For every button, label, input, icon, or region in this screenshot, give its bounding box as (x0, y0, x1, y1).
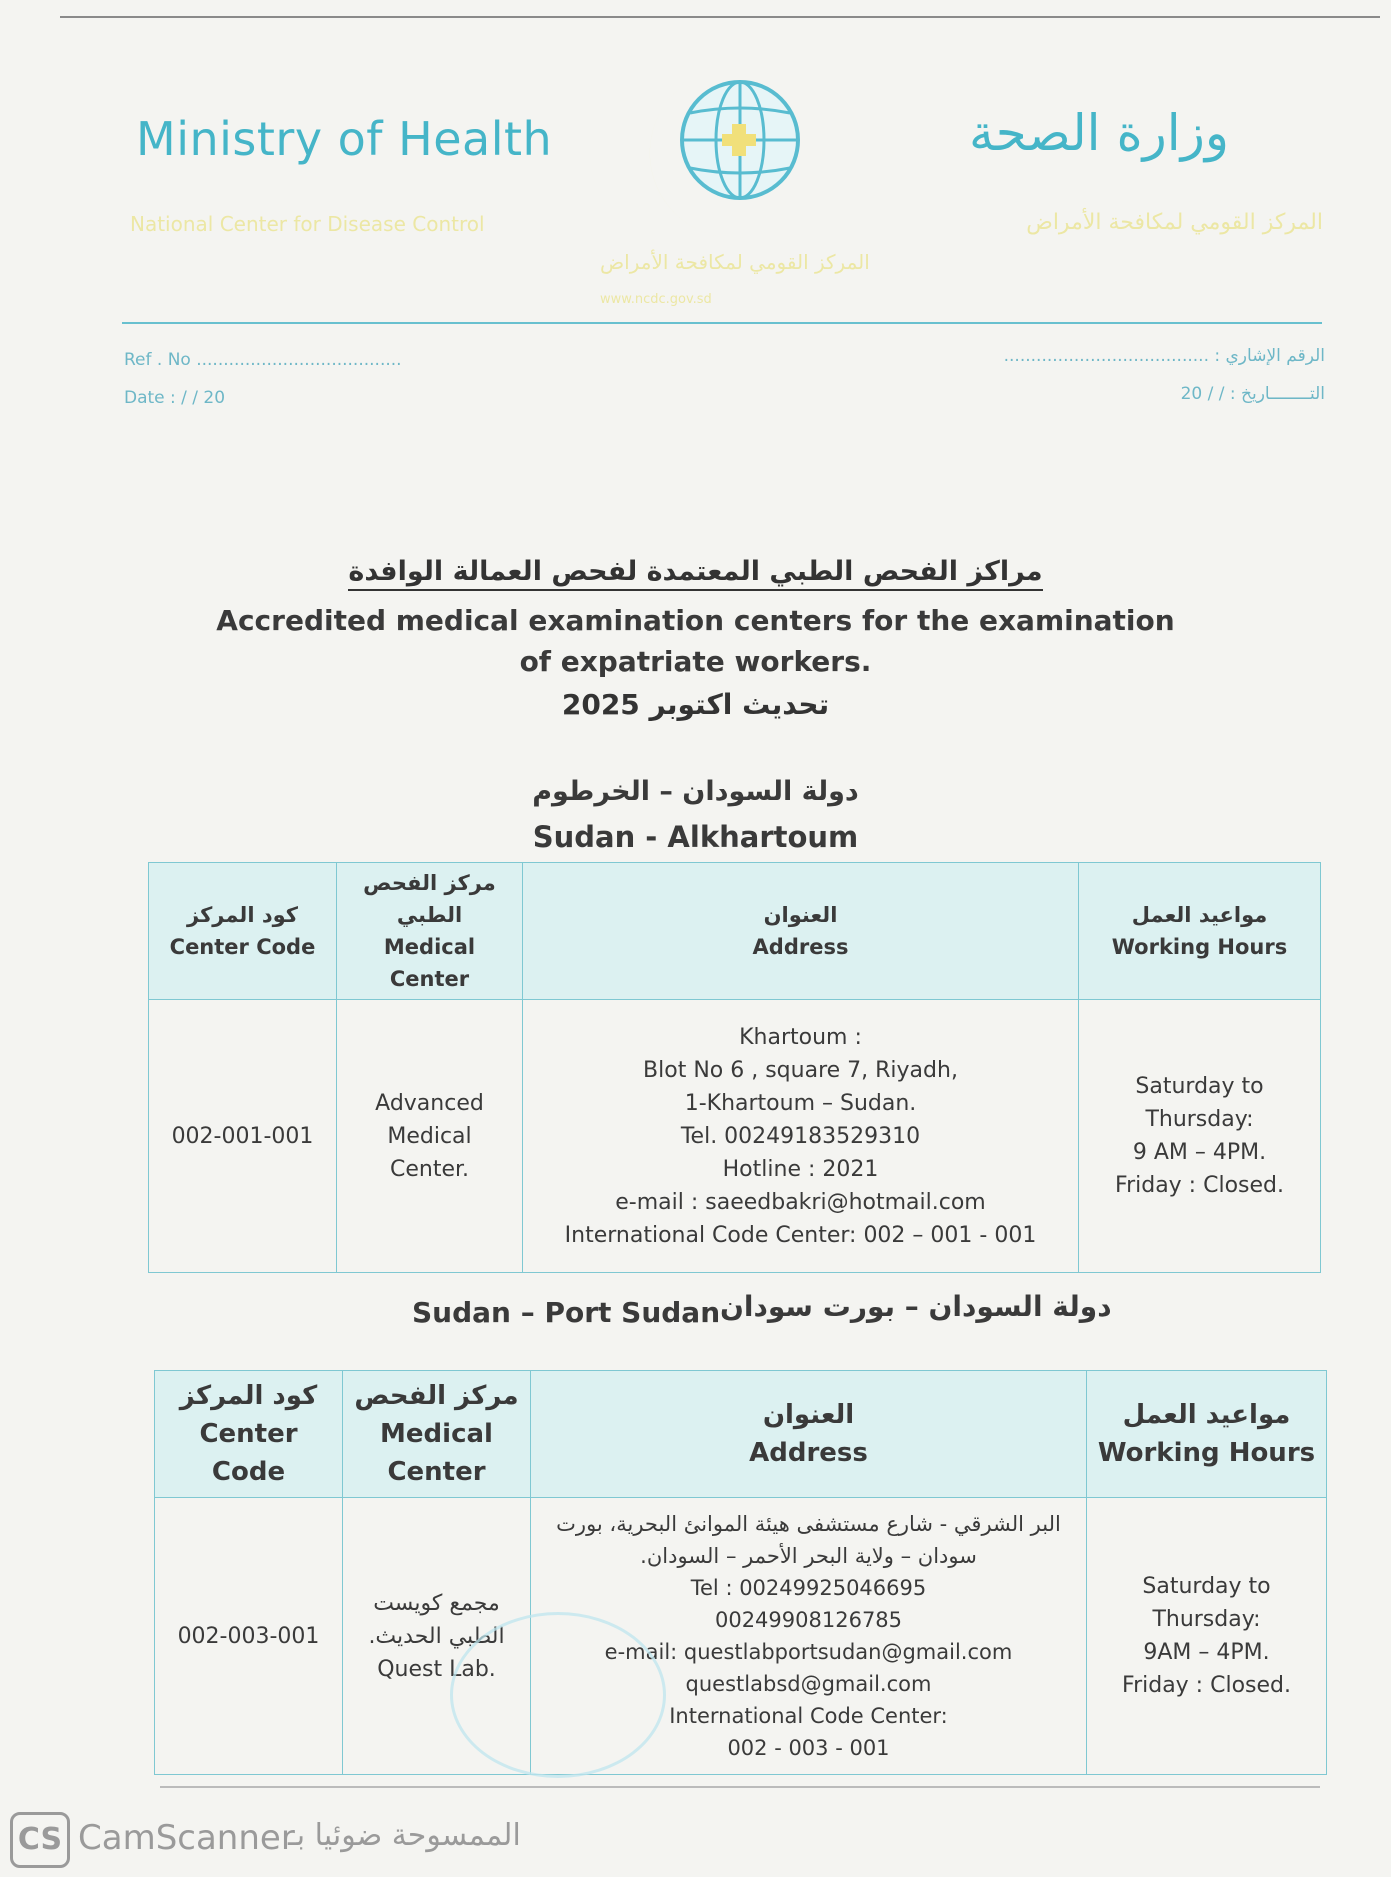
date-field: Date : / / 20 (124, 388, 226, 408)
globe-crescent-logo-icon (640, 58, 820, 238)
date-field-arabic: التــــــــاريخ : / / 20 (1180, 384, 1325, 404)
working-hours-cell: Saturday to Thursday: 9AM – 4PM. Friday : Closed. (1087, 1498, 1327, 1775)
header-working-hours: مواعيد العمل Working Hours (1087, 1371, 1327, 1498)
header-center-code: كود المركز Center Code (149, 863, 337, 1000)
medical-center-cell: مجمع كويست الطبي الحديث. Quest Lab. (343, 1498, 531, 1775)
letterhead-divider (122, 322, 1322, 324)
camscanner-name: CamScanner (78, 1818, 295, 1858)
address-cell: Khartoum : Blot No 6 , square 7, Riyadh, 1-Khartoum – Sudan. Tel. 00249183529310 Hotline : 2021 e-mail : saeedbakri@hotmail.com International Code Center: 002 – 001 - 001 (523, 1000, 1079, 1273)
bottom-border-line (160, 1786, 1320, 1788)
center-code-cell: 002-001-001 (149, 1000, 337, 1273)
header-address: العنوان Address (523, 863, 1079, 1000)
section2-title-arabic: دولة السودان – بورت سودان (720, 1290, 1112, 1323)
port-sudan-centers-table (154, 1370, 1327, 1775)
table-header-row (155, 1371, 1327, 1498)
table-header-row (149, 863, 1321, 1000)
title-english-line1: Accredited medical examination centers for the examination (216, 604, 1175, 637)
table-row (155, 1498, 1327, 1775)
working-hours-cell: Saturday to Thursday: 9 AM – 4PM. Friday : Closed. (1079, 1000, 1321, 1273)
header-working-hours: مواعيد العمل Working Hours (1079, 863, 1321, 1000)
section2-title-english: Sudan – Port Sudan (412, 1296, 721, 1329)
center-name-arabic: المركز القومي لمكافحة الأمراض (1026, 210, 1323, 235)
logo-caption: المركز القومي لمكافحة الأمراض (600, 250, 870, 274)
logo-url: www.ncdc.gov.sd (600, 292, 712, 307)
khartoum-centers-table (148, 862, 1321, 1273)
ref-number-field-arabic: الرقم الإشاري : ...................................... (1003, 346, 1325, 366)
ministry-name-arabic: وزارة الصحة (969, 104, 1229, 162)
medical-center-cell: Advanced Medical Center. (337, 1000, 523, 1273)
section-title-arabic: دولة السودان – الخرطوم (532, 776, 859, 807)
address-cell: البر الشرقي - شارع مستشفى هيئة الموانئ البحرية، بورت سودان – ولاية البحر الأحمر – السودان. Tel : 00249925046695 00249908126785 e-mail: questlabportsudan@gmail.com questlabsd@gmail.com International Code Center: 002 - 003 - 001 (531, 1498, 1087, 1775)
update-date: تحديث اكتوبر 2025 (561, 688, 830, 721)
header-medical-center: مركز الفحص Medical Center (343, 1371, 531, 1498)
camscanner-logo-icon: CS (10, 1812, 70, 1868)
title-arabic: مراكز الفحص الطبي المعتمدة لفحص العمالة الوافدة (0, 556, 1391, 587)
ref-number-field: Ref . No ...................................... (124, 350, 402, 370)
center-code-cell: 002-003-001 (155, 1498, 343, 1775)
header-medical-center: مركز الفحص الطبي Medical Center (337, 863, 523, 1000)
official-stamp (450, 1612, 666, 1778)
section-title-english: Sudan - Alkhartoum (532, 820, 859, 854)
header-address: العنوان Address (531, 1371, 1087, 1498)
camscanner-arabic-caption: الممسوحة ضوئيا بـ (288, 1818, 521, 1853)
ministry-name-english: Ministry of Health (136, 112, 553, 166)
top-border-line (60, 16, 1380, 18)
title-english-line2: of expatriate workers. (519, 645, 872, 678)
table-row (149, 1000, 1321, 1273)
header-center-code: كود المركز Center Code (155, 1371, 343, 1498)
center-name-english: National Center for Disease Control (130, 212, 485, 236)
